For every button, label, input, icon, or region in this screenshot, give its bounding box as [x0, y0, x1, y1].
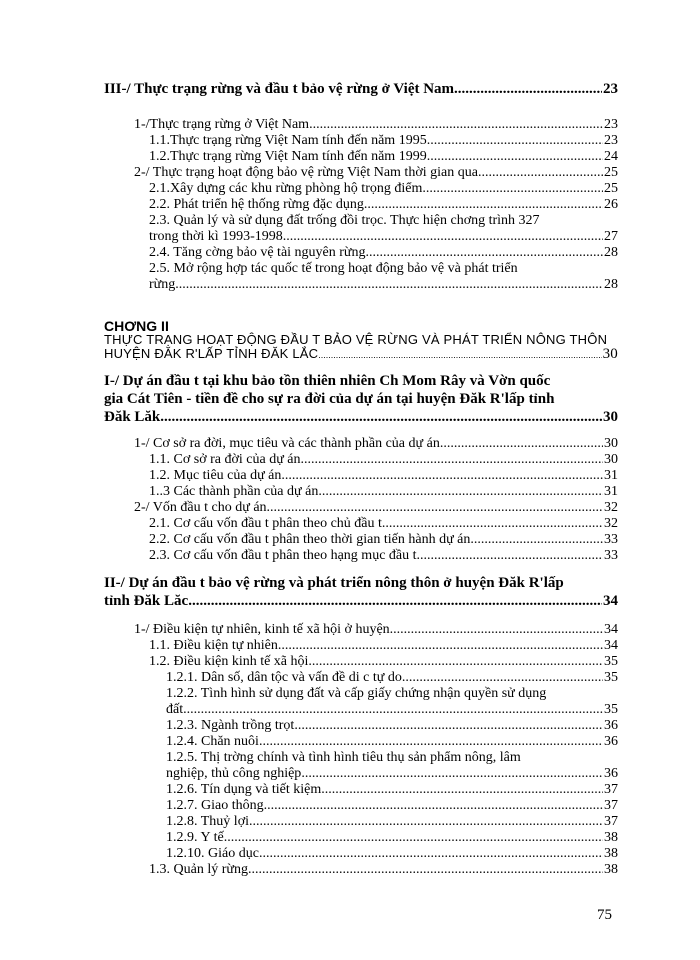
dot-leader — [366, 245, 603, 261]
toc-entry-label: Đăk Lăk — [104, 409, 161, 425]
toc-entry-label: 1.3. Quản lý rừng — [149, 862, 248, 877]
dot-leader — [308, 654, 603, 670]
toc-entry-text: 2.5. Mở rộng hợp tác quốc tế trong hoạt động bảo vệ và phát triển — [149, 261, 518, 276]
toc-entry — [149, 277, 618, 293]
toc-entry — [149, 548, 618, 564]
toc-entry — [149, 197, 618, 213]
toc-entry-text: 2.3. Quản lý và sử dụng đất trống đồi trọc. Thực hiện chơng trình 327 — [149, 213, 540, 228]
toc-entry — [149, 452, 618, 468]
toc-entry-page: 25 — [604, 181, 618, 196]
toc-entry-label: đất — [166, 702, 184, 717]
toc-entry-label: 2.3. Cơ cấu vốn đầu t phân theo hạng mục đầu t — [149, 548, 417, 563]
toc-entry-page: 31 — [604, 468, 618, 483]
toc-entry-page: 37 — [604, 814, 618, 829]
toc-entry-label: tỉnh Đăk Lăc — [104, 593, 189, 609]
dot-leader — [402, 670, 603, 686]
dot-leader — [427, 149, 603, 165]
toc-entry-text: I-/ Dự án đầu t tại khu bảo tồn thiên nhiên Ch Mom Rây và Vờn quốc — [104, 373, 551, 389]
dot-leader — [188, 593, 602, 610]
toc-entry-label: 1.2.8. Thuỷ lợi — [166, 814, 249, 829]
toc-entry — [134, 165, 618, 181]
toc-entry-page: 38 — [604, 830, 618, 845]
toc-entry — [134, 436, 618, 452]
toc-entry — [134, 117, 618, 133]
toc-entry-page: 37 — [604, 798, 618, 813]
dot-leader — [286, 229, 603, 245]
toc-entry-label: 1.2.1. Dân số, dân tộc và vấn đề di c tự do — [166, 670, 402, 685]
toc-entry — [166, 830, 618, 846]
toc-entry — [166, 846, 618, 862]
dot-leader — [175, 277, 603, 293]
chapter-heading: CHƠNG II — [104, 318, 169, 334]
toc-entry-page: 38 — [604, 862, 618, 877]
dot-leader — [264, 798, 603, 814]
toc-entry-label: 1-/ Cơ sở ra đời, mục tiêu và các thành phần của dự án — [134, 436, 440, 451]
dot-leader — [427, 133, 603, 149]
toc-entry-label: nghiệp, thủ công nghiệp — [166, 766, 302, 781]
toc-entry — [166, 670, 618, 686]
toc-entry — [149, 532, 618, 548]
toc-entry — [104, 346, 618, 363]
dot-leader — [259, 846, 603, 862]
dot-leader — [183, 702, 603, 718]
toc-entry-page: 36 — [604, 766, 618, 781]
toc-entry-page: 28 — [604, 245, 618, 260]
toc-entry-page: 23 — [604, 133, 618, 148]
dot-leader — [281, 468, 603, 484]
toc-entry-page: 37 — [604, 782, 618, 797]
toc-entry-page: 31 — [604, 484, 618, 499]
toc-entry-page: 34 — [604, 622, 618, 637]
toc-entry-page: 23 — [603, 81, 618, 97]
toc-entry-page: 38 — [604, 846, 618, 861]
toc-entry — [149, 245, 618, 261]
toc-entry-page: 30 — [604, 452, 618, 467]
toc-entry-label: 2.1. Cơ cấu vốn đầu t phân theo chủ đầu t — [149, 516, 382, 531]
toc-entry — [166, 814, 618, 830]
toc-entry-page: 35 — [604, 702, 618, 717]
toc-entry-label: 1.2.Thực trạng rừng Việt Nam tính đến năm 1999 — [149, 149, 427, 164]
toc-entry-label: 1.2.10. Giáo dục — [166, 846, 259, 861]
toc-entry-label: 2.4. Tăng cờng bảo vệ tài nguyên rừng — [149, 245, 366, 260]
page-number: 75 — [597, 907, 612, 923]
toc-entry-label: 1.2.6. Tín dụng và tiết kiệm — [166, 782, 322, 797]
toc-entry-label: 1.2.3. Ngành trồng trọt — [166, 718, 295, 733]
dot-leader — [321, 782, 603, 798]
toc-entry — [149, 468, 618, 484]
dot-leader — [470, 532, 603, 548]
dot-leader — [417, 548, 603, 564]
dot-leader — [364, 197, 603, 213]
toc-entry-page: 30 — [602, 346, 618, 362]
toc-entry-page: 26 — [604, 197, 618, 212]
toc-entry-label: 1.2. Điều kiện kinh tế xã hội — [149, 654, 309, 669]
toc-entry-label: 1.2.7. Giao thông — [166, 798, 264, 813]
toc-entry — [166, 718, 618, 734]
toc-entry-text: 1.2.2. Tình hình sử dụng đất và cấp giấy chứng nhận quyền sử dụng — [166, 686, 547, 701]
dot-leader — [422, 181, 603, 197]
toc-entry-page: 32 — [604, 516, 618, 531]
toc-entry-page: 34 — [604, 638, 618, 653]
toc-entry — [104, 409, 618, 426]
toc-entry-label: 1-/ Điều kiện tự nhiên, kinh tế xã hội ở huyện — [134, 622, 390, 637]
toc-entry-label: 2.2. Cơ cấu vốn đầu t phân theo thời gian tiến hành dự án — [149, 532, 471, 547]
toc-entry-label: rừng — [149, 277, 176, 292]
toc-entry — [134, 622, 618, 638]
toc-entry — [166, 766, 618, 782]
toc-entry — [166, 734, 618, 750]
toc-entry-label: 2-/ Thực trạng hoạt động bảo vệ rừng Việt Nam thời gian qua — [134, 165, 478, 180]
toc-entry — [166, 702, 618, 718]
toc-entry-page: 28 — [604, 277, 618, 292]
toc-entry-label: 1..3 Các thành phần của dự án — [149, 484, 319, 499]
toc-entry — [104, 593, 618, 610]
toc-entry-page: 30 — [604, 436, 618, 451]
toc-entry — [149, 638, 618, 654]
toc-entry-label: 2.1.Xây dựng các khu rừng phòng hộ trọng điểm — [149, 181, 423, 196]
toc-entry-page: 30 — [603, 409, 618, 425]
dot-leader — [278, 638, 603, 654]
dot-leader — [160, 409, 602, 426]
dot-leader — [301, 452, 604, 468]
toc-entry — [149, 229, 618, 245]
toc-entry — [166, 782, 618, 798]
toc-entry — [149, 484, 618, 500]
toc-entry — [149, 516, 618, 532]
toc-entry — [104, 81, 618, 98]
toc-entry-label: 1.1. Điều kiện tự nhiên — [149, 638, 278, 653]
toc-entry-page: 35 — [604, 654, 618, 669]
dot-leader — [390, 622, 603, 638]
dot-leader — [267, 500, 603, 516]
toc-entry-label: 1.2. Mục tiêu của dự án — [149, 468, 282, 483]
dot-leader — [440, 436, 603, 452]
toc-entry-page: 33 — [604, 532, 618, 547]
toc-entry-label: 1.1. Cơ sở ra đời của dự án — [149, 452, 301, 467]
toc-entry-label: 2-/ Vốn đầu t cho dự án — [134, 500, 267, 515]
toc-entry-text: II-/ Dự án đầu t bảo vệ rừng và phát triển nông thôn ở huyện Đăk R'lấp — [104, 575, 564, 591]
dot-leader — [224, 830, 603, 846]
dot-leader — [309, 117, 603, 133]
dot-leader — [318, 350, 601, 360]
dot-leader — [301, 766, 603, 782]
toc-entry-label: 1.2.9. Y tế — [166, 830, 224, 845]
toc-entry — [149, 181, 618, 197]
toc-entry-label: HUYỆN ĐĂK R'LẤP TỈNH ĐĂK LẮC — [104, 346, 319, 361]
toc-entry — [134, 500, 618, 516]
toc-entry — [149, 862, 618, 878]
toc-entry-label: 2.2. Phát triển hệ thống rừng đặc dụng — [149, 197, 364, 212]
chapter-title: THỰC TRẠNG HOẠT ĐỘNG ĐẦU T BẢO VỆ RỪNG VÀ PHÁT TRIỂN NÔNG THÔN — [104, 332, 608, 347]
toc-entry — [149, 654, 618, 670]
toc-entry-text: gia Cát Tiên - tiền đề cho sự ra đời của dự án tại huyện Đăk R'lấp tỉnh — [104, 391, 555, 407]
toc-entry-page: 34 — [603, 593, 618, 609]
toc-entry — [166, 798, 618, 814]
toc-entry-page: 33 — [604, 548, 618, 563]
toc-entry-page: 25 — [604, 165, 618, 180]
toc-entry-label: III-/ Thực trạng rừng và đầu t bảo vệ rừng ở Việt Nam — [104, 81, 455, 97]
toc-entry-label: 1-/Thực trạng rừng ở Việt Nam — [134, 117, 310, 132]
toc-entry-page: 32 — [604, 500, 618, 515]
toc-entry-page: 35 — [604, 670, 618, 685]
toc-entry-label: trong thời kì 1993-1998. — [149, 229, 287, 244]
toc-entry — [149, 133, 618, 149]
toc-entry-page: 36 — [604, 718, 618, 733]
dot-leader — [249, 814, 603, 830]
dot-leader — [248, 862, 603, 878]
toc-entry-text: 1.2.5. Thị trờng chính và tình hình tiêu thụ sản phẩm nông, lâm — [166, 750, 521, 765]
toc-entry-page: 36 — [604, 734, 618, 749]
toc-entry-page: 27 — [604, 229, 618, 244]
dot-leader — [478, 165, 603, 181]
dot-leader — [259, 734, 603, 750]
toc-entry — [149, 149, 618, 165]
dot-leader — [382, 516, 603, 532]
toc-entry-label: 1.2.4. Chăn nuôi — [166, 734, 259, 749]
toc-entry-label: 1.1.Thực trạng rừng Việt Nam tính đến năm 1995 — [149, 133, 427, 148]
toc-entry-page: 23 — [604, 117, 618, 132]
dot-leader — [318, 484, 603, 500]
dot-leader — [294, 718, 603, 734]
toc-entry-page: 24 — [604, 149, 618, 164]
dot-leader — [454, 81, 602, 98]
